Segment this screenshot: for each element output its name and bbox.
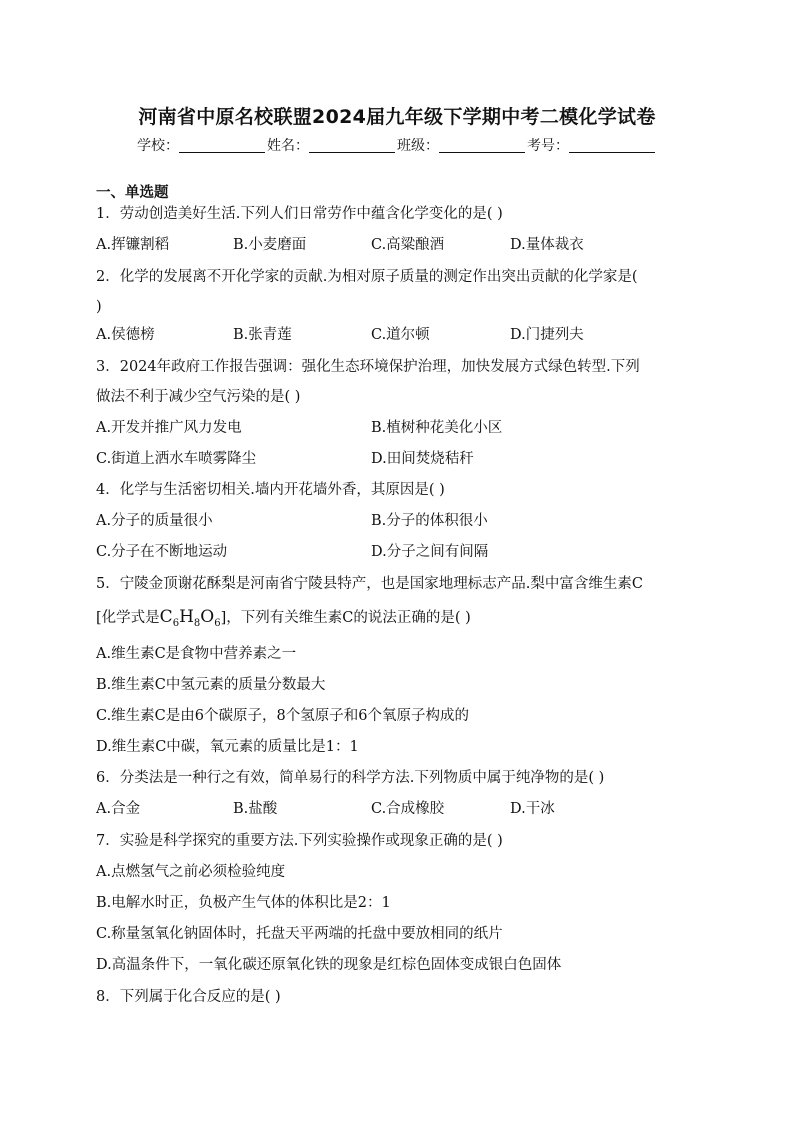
question-5-option-a[interactable]: A.维生素C是食物中营养素之一: [96, 646, 297, 662]
question-6-option-c[interactable]: C.合成橡胶: [371, 801, 445, 817]
school-blank[interactable]: [179, 138, 265, 153]
class-label: 班级：: [397, 138, 439, 154]
student-info-row: [0, 135, 794, 155]
question-1-option-c[interactable]: C.高粱酿酒: [371, 237, 445, 253]
class-blank[interactable]: [439, 138, 525, 153]
vitamin-c-formula: $C_6H_8O_6$: [159, 607, 221, 629]
question-4-stem: 4．化学与生活密切相关.墙内开花墙外香，其原因是( ): [96, 482, 445, 498]
question-5-stem-line1: 5．宁陵金顶谢花酥梨是河南省宁陵县特产，也是国家地理标志产品.梨中富含维生素C: [96, 576, 643, 592]
question-5-option-d[interactable]: D.维生素C中碳，氧元素的质量比是1：1: [96, 739, 359, 755]
name-blank[interactable]: [309, 138, 395, 153]
exam-title: 河南省中原名校联盟2024届九年级下学期中考二模化学试卷: [138, 106, 656, 128]
question-3-stem-line2: 做法不利于减少空气污染的是( ): [96, 389, 301, 405]
question-6-option-d[interactable]: D.干冰: [510, 801, 555, 817]
question-3-option-c[interactable]: C.街道上洒水车喷雾降尘: [96, 451, 257, 467]
question-1-option-d[interactable]: D.量体裁衣: [510, 237, 584, 253]
question-2-option-a[interactable]: A.侯德榜: [96, 327, 155, 343]
question-2-option-d[interactable]: D.门捷列夫: [510, 327, 584, 343]
school-label: 学校：: [137, 138, 179, 154]
question-3-option-d[interactable]: D.田间焚烧秸秆: [371, 451, 474, 467]
question-6-option-a[interactable]: A.合金: [96, 801, 141, 817]
question-1-stem: 1．劳动创造美好生活.下列人们日常劳作中蕴含化学变化的是( ): [96, 206, 503, 222]
formula-suffix: ]，下列有关维生素C的说法正确的是( ): [220, 610, 471, 626]
question-7-option-d[interactable]: D.高温条件下，一氧化碳还原氧化铁的现象是红棕色固体变成银白色固体: [96, 957, 562, 973]
exam-no-blank[interactable]: [569, 138, 655, 153]
question-2-option-c[interactable]: C.道尔顿: [371, 327, 430, 343]
exam-no-label: 考号：: [527, 138, 569, 154]
question-4-option-a[interactable]: A.分子的质量很小: [96, 513, 213, 529]
question-7-option-c[interactable]: C.称量氢氧化钠固体时，托盘天平两端的托盘中要放相同的纸片: [96, 926, 503, 942]
question-6-option-b[interactable]: B.盐酸: [233, 801, 278, 817]
question-3-stem-line1: 3．2024年政府工作报告强调：强化生态环境保护治理，加快发展方式绿色转型.下列: [96, 359, 640, 375]
question-4-option-b[interactable]: B.分子的体积很小: [371, 513, 488, 529]
question-5-option-b[interactable]: B.维生素C中氢元素的质量分数最大: [96, 677, 326, 693]
question-3-option-a[interactable]: A.开发并推广风力发电: [96, 420, 242, 436]
question-2-stem-line1: 2．化学的发展离不开化学家的贡献.为相对原子质量的测定作出突出贡献的化学家是(: [96, 269, 638, 285]
question-8-stem: 8．下列属于化合反应的是( ): [96, 989, 281, 1005]
question-5-stem-line2: [96, 607, 706, 634]
question-3-option-b[interactable]: B.植树种花美化小区: [371, 420, 503, 436]
question-1-option-b[interactable]: B.小麦磨面: [233, 237, 307, 253]
name-label: 姓名：: [267, 138, 309, 154]
question-7-stem: 7．实验是科学探究的重要方法.下列实验操作或现象正确的是( ): [96, 833, 503, 849]
section-title: 一、单选题: [96, 185, 169, 201]
question-4-option-d[interactable]: D.分子之间有间隔: [371, 544, 489, 560]
question-5-option-c[interactable]: C.维生素C是由6个碳原子，8个氢原子和6个氧原子构成的: [96, 708, 469, 724]
question-1-option-a[interactable]: A.挥镰割稻: [96, 237, 170, 253]
question-2-option-b[interactable]: B.张青莲: [233, 327, 292, 343]
question-2-stem-line2: ): [96, 299, 102, 315]
formula-prefix: [化学式是: [96, 610, 160, 626]
question-4-option-c[interactable]: C.分子在不断地运动: [96, 544, 228, 560]
question-6-stem: 6．分类法是一种行之有效，简单易行的科学方法.下列物质中属于纯净物的是( ): [96, 770, 605, 786]
question-7-option-b[interactable]: B.电解水时正，负极产生气体的体积比是2：1: [96, 895, 391, 911]
question-7-option-a[interactable]: A.点燃氢气之前必须检验纯度: [96, 864, 286, 880]
